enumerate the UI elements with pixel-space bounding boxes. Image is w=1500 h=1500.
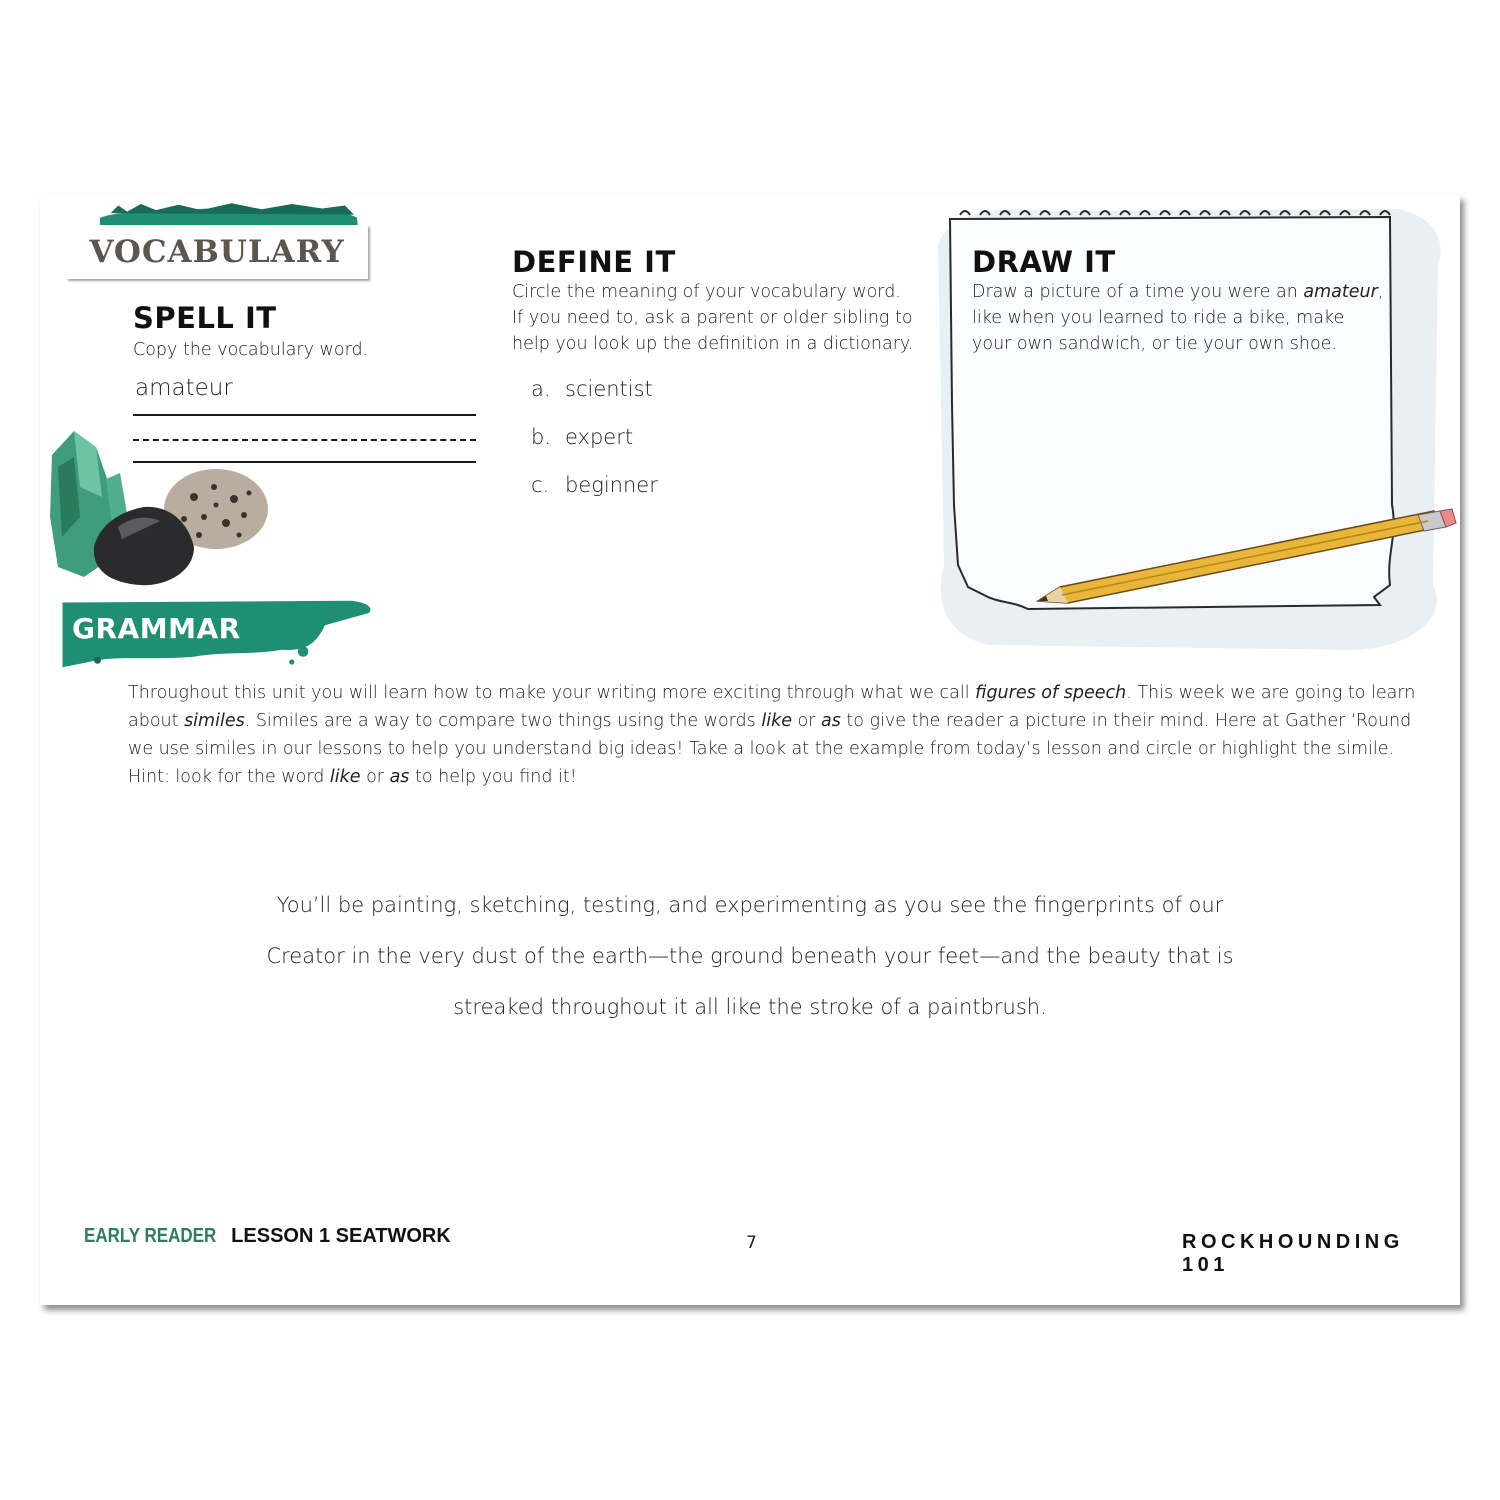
spell-it-instruction: Copy the vocabulary word. <box>133 340 369 360</box>
define-it-heading: DEFINE IT <box>512 245 676 279</box>
define-it-instruction-2: If you need to, ask a parent or older sibling to <box>512 308 913 328</box>
option-c[interactable] <box>531 473 658 497</box>
draw-it-instruction-1: Draw a picture of a time you were an amateur, <box>972 282 1384 302</box>
draw-it-instruction-2: like when you learned to ride a bike, make <box>972 308 1345 328</box>
rocks-illustration <box>44 427 274 597</box>
worksheet-page <box>40 195 1460 1305</box>
quote-line-2[interactable]: Creator in the very dust of the earth—the ground beneath your feet—and the beauty that is <box>266 944 1234 968</box>
option-text: beginner <box>565 473 658 497</box>
spell-it-heading: SPELL IT <box>133 301 277 335</box>
option-b[interactable] <box>531 425 633 449</box>
vocabulary-word: amateur <box>135 375 233 401</box>
lesson-label: LESSON 1 SEATWORK <box>231 1225 451 1247</box>
quote-line-3[interactable]: streaked throughout it all like the stroke of a paintbrush. <box>453 995 1047 1019</box>
footer-lesson-label <box>84 1225 451 1248</box>
option-text: expert <box>565 425 634 449</box>
vocabulary-banner <box>66 225 368 279</box>
option-letter: b. <box>531 425 552 449</box>
define-it-instruction-3: help you look up the definition in a dictionary. <box>512 334 914 354</box>
vocabulary-title: VOCABULARY <box>89 234 345 270</box>
drawing-area[interactable] <box>960 325 1380 565</box>
spell-it-section <box>133 301 368 363</box>
define-it-section <box>512 245 913 357</box>
option-a[interactable] <box>531 377 653 401</box>
grammar-heading: GRAMMAR <box>72 612 241 645</box>
grammar-paragraph: Throughout this unit you will learn how to make your writing more exciting through what we call figures of speech. This week we are going to learn about similes. Similes are a way to compare two things using the words like or as to give the reader a picture in their mind. Here at Gather ‘Round we use similes in our lessons to help you understand big ideas! Take a look at the example from today’s lesson and circle or highlight the simile. Hint: look for the word like or as to help you find it! <box>128 683 1416 787</box>
page-number: 7 <box>746 1233 757 1253</box>
course-title: ROCKHOUNDING 101 <box>1182 1231 1404 1276</box>
option-text: scientist <box>565 377 653 401</box>
option-letter: c. <box>531 473 550 497</box>
quote-line-1[interactable]: You’ll be painting, sketching, testing, and experimenting as you see the fingerprints of our <box>276 893 1224 917</box>
early-reader-label: EARLY READER <box>84 1225 217 1247</box>
draw-it-heading: DRAW IT <box>972 245 1116 279</box>
draw-it-instruction-3: your own sandwich, or tie your own shoe. <box>972 334 1337 354</box>
writing-line-top <box>133 414 476 416</box>
option-letter: a. <box>531 377 551 401</box>
define-it-instruction-1: Circle the meaning of your vocabulary word. <box>512 282 901 302</box>
